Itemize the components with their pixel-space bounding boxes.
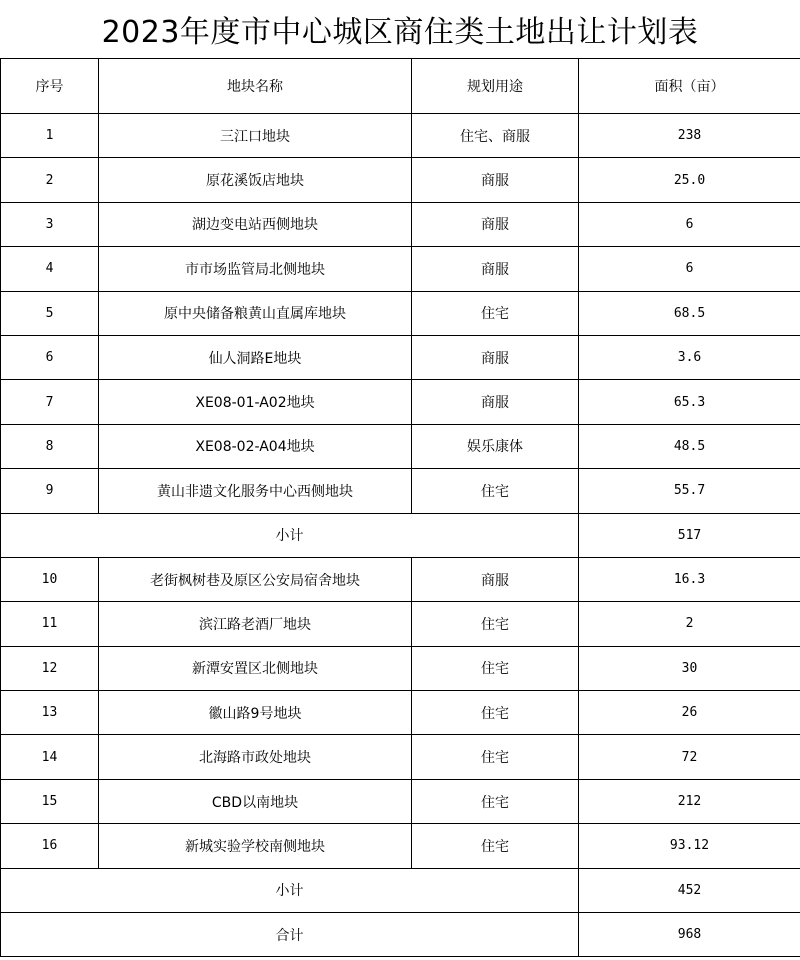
subtotal-label: 小计	[1, 513, 579, 557]
row-index: 5	[1, 291, 99, 335]
total-area: 968	[579, 913, 800, 957]
table-row	[1, 735, 800, 779]
header-index: 序号	[1, 59, 99, 114]
row-area: 212	[579, 779, 800, 823]
row-index: 8	[1, 424, 99, 468]
row-name: CBD以南地块	[99, 779, 412, 823]
row-usage: 商服	[412, 158, 579, 202]
row-name: 原花溪饭店地块	[99, 158, 412, 202]
header-row	[1, 59, 800, 114]
row-name: 湖边变电站西侧地块	[99, 202, 412, 246]
row-name: 三江口地块	[99, 114, 412, 158]
table-row	[1, 247, 800, 291]
table-row	[1, 824, 800, 868]
row-name: 市市场监管局北侧地块	[99, 247, 412, 291]
row-name: 仙人洞路E地块	[99, 335, 412, 379]
table-row	[1, 380, 800, 424]
subtotal-row	[1, 513, 800, 557]
row-usage: 住宅	[412, 735, 579, 779]
table-row	[1, 779, 800, 823]
row-name: 新潭安置区北侧地块	[99, 646, 412, 690]
row-name: 黄山非遗文化服务中心西侧地块	[99, 469, 412, 513]
table-row	[1, 114, 800, 158]
row-area: 26	[579, 691, 800, 735]
row-usage: 商服	[412, 247, 579, 291]
row-usage: 住宅	[412, 291, 579, 335]
total-label: 合计	[1, 913, 579, 957]
row-usage: 商服	[412, 557, 579, 601]
row-index: 14	[1, 735, 99, 779]
row-area: 6	[579, 247, 800, 291]
row-usage: 住宅、商服	[412, 114, 579, 158]
row-index: 13	[1, 691, 99, 735]
row-area: 30	[579, 646, 800, 690]
subtotal-row	[1, 868, 800, 912]
row-name: 老街枫树巷及原区公安局宿舍地块	[99, 557, 412, 601]
row-index: 11	[1, 602, 99, 646]
row-area: 238	[579, 114, 800, 158]
table-row	[1, 158, 800, 202]
row-index: 16	[1, 824, 99, 868]
row-usage: 住宅	[412, 779, 579, 823]
table-row	[1, 335, 800, 379]
row-index: 6	[1, 335, 99, 379]
row-name: 新城实验学校南侧地块	[99, 824, 412, 868]
row-area: 68.5	[579, 291, 800, 335]
row-area: 48.5	[579, 424, 800, 468]
row-area: 2	[579, 602, 800, 646]
subtotal-area: 517	[579, 513, 800, 557]
table-row	[1, 646, 800, 690]
row-name: 北海路市政处地块	[99, 735, 412, 779]
row-usage: 商服	[412, 380, 579, 424]
header-name: 地块名称	[99, 59, 412, 114]
row-usage: 商服	[412, 202, 579, 246]
subtotal-area: 452	[579, 868, 800, 912]
row-name: 徽山路9号地块	[99, 691, 412, 735]
row-usage: 住宅	[412, 824, 579, 868]
page-title: 2023年度市中心城区商住类土地出让计划表	[101, 15, 699, 50]
table-row	[1, 557, 800, 601]
row-area: 3.6	[579, 335, 800, 379]
row-name: XE08-01-A02地块	[99, 380, 412, 424]
row-index: 9	[1, 469, 99, 513]
row-usage: 住宅	[412, 469, 579, 513]
row-index: 10	[1, 557, 99, 601]
row-index: 15	[1, 779, 99, 823]
row-area: 6	[579, 202, 800, 246]
row-area: 93.12	[579, 824, 800, 868]
table-row	[1, 202, 800, 246]
row-index: 12	[1, 646, 99, 690]
row-usage: 住宅	[412, 691, 579, 735]
row-index: 3	[1, 202, 99, 246]
table-row	[1, 602, 800, 646]
row-usage: 娱乐康体	[412, 424, 579, 468]
row-index: 2	[1, 158, 99, 202]
land-plan-table	[0, 58, 800, 957]
row-name: 滨江路老酒厂地块	[99, 602, 412, 646]
table-row	[1, 291, 800, 335]
row-area: 25.0	[579, 158, 800, 202]
row-index: 1	[1, 114, 99, 158]
row-usage: 住宅	[412, 646, 579, 690]
header-area: 面积（亩）	[579, 59, 800, 114]
row-name: XE08-02-A04地块	[99, 424, 412, 468]
total-row	[1, 913, 800, 957]
table-row	[1, 424, 800, 468]
row-usage: 商服	[412, 335, 579, 379]
row-usage: 住宅	[412, 602, 579, 646]
row-name: 原中央储备粮黄山直属库地块	[99, 291, 412, 335]
subtotal-label: 小计	[1, 868, 579, 912]
row-area: 55.7	[579, 469, 800, 513]
row-area: 16.3	[579, 557, 800, 601]
table-row	[1, 469, 800, 513]
row-area: 65.3	[579, 380, 800, 424]
table-row	[1, 691, 800, 735]
header-usage: 规划用途	[412, 59, 579, 114]
row-index: 7	[1, 380, 99, 424]
row-area: 72	[579, 735, 800, 779]
row-index: 4	[1, 247, 99, 291]
